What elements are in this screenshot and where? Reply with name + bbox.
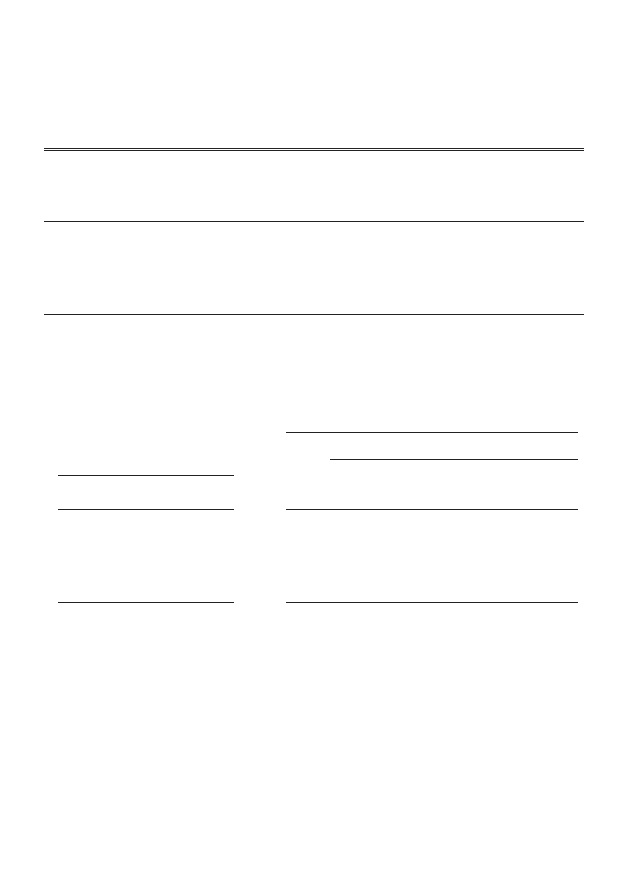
table3-group-rule <box>330 459 578 460</box>
table2-header-rule <box>58 509 234 510</box>
table2-bottom-rule <box>58 602 234 603</box>
table1-top-rule <box>44 148 584 149</box>
table1-top-rule-2 <box>44 150 584 151</box>
table2-top-rule <box>58 475 234 476</box>
table3-top-rule <box>286 432 578 433</box>
table1-bottom-rule <box>44 314 584 315</box>
table3-bottom-rule <box>286 602 578 603</box>
table1-header-rule <box>44 221 584 222</box>
table3-header-rule <box>286 509 578 510</box>
